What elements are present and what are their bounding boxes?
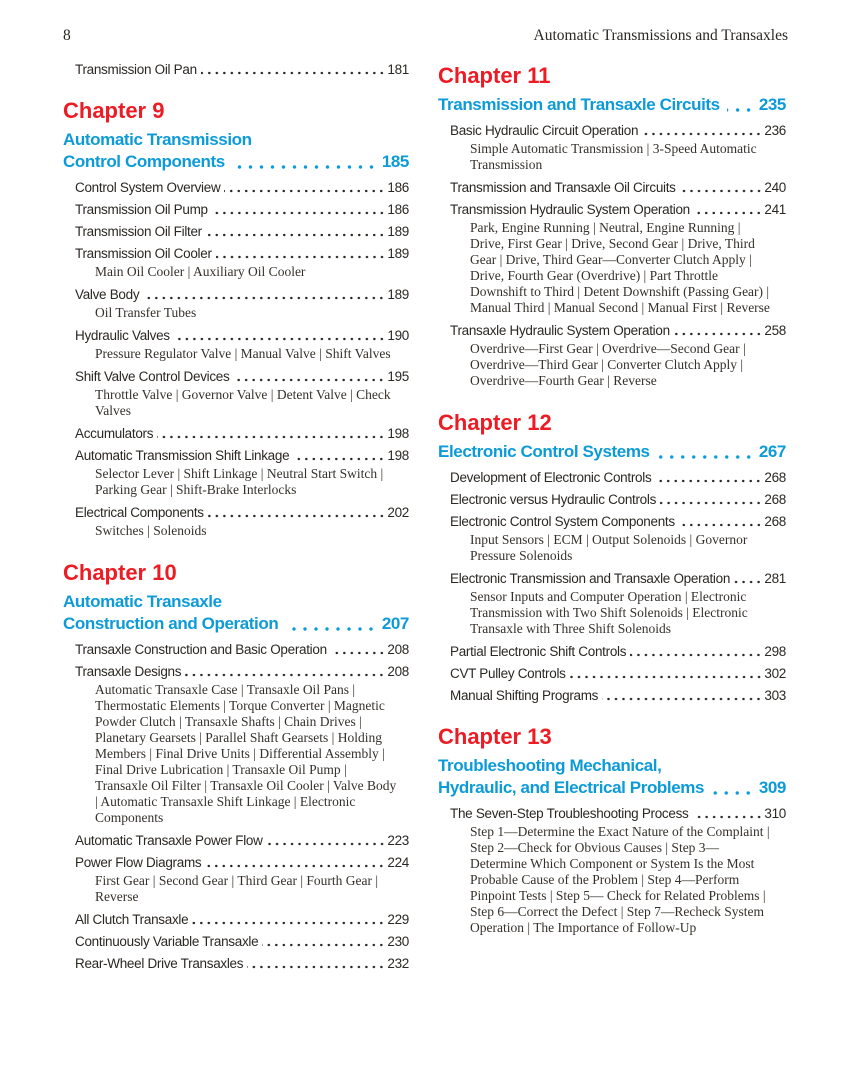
toc-entry-label: Transaxle Hydraulic System Operation	[450, 323, 670, 338]
toc-entry-block	[438, 202, 786, 316]
chapter-section	[63, 561, 409, 971]
chapter-page-number: 207	[381, 614, 409, 633]
dot-leader	[674, 332, 763, 336]
toc-entry-label: Basic Hydraulic Circuit Operation	[450, 123, 639, 138]
toc-entry-block	[63, 224, 409, 239]
toc-entry-page: 258	[764, 323, 786, 338]
dot-leader	[157, 435, 385, 439]
toc-entry-label: Electronic Control System Components	[450, 514, 675, 529]
toc-entry[interactable]	[438, 806, 786, 821]
toc-entry-page: 303	[764, 688, 786, 703]
toc-entry[interactable]	[63, 369, 409, 384]
toc-entry[interactable]	[438, 688, 786, 703]
toc-entry-label: Hydraulic Valves	[75, 328, 170, 343]
toc-entry[interactable]	[438, 323, 786, 338]
toc-entry[interactable]	[438, 666, 786, 681]
toc-entry-block	[438, 688, 786, 703]
toc-entry-label: Shift Valve Control Devices	[75, 369, 230, 384]
toc-entry-block	[438, 514, 786, 564]
dot-leader	[212, 211, 386, 215]
chapter-title-text: Automatic Transmission	[63, 130, 252, 149]
chapter-title-text: Transmission and Transaxle Circuits	[438, 95, 720, 114]
chapter-title-text: Electronic Control Systems	[438, 442, 650, 461]
toc-entry-label: Development of Electronic Controls	[450, 470, 652, 485]
page-header	[63, 27, 788, 45]
toc-entry-page: 232	[387, 956, 409, 971]
toc-entry-page: 198	[387, 448, 409, 463]
toc-entry-page: 186	[387, 202, 409, 217]
dot-leader	[233, 378, 385, 382]
toc-entry[interactable]	[63, 246, 409, 261]
chapter-title-line[interactable]	[63, 129, 409, 151]
dot-leader	[174, 337, 386, 341]
toc-entry-page: 268	[764, 514, 786, 529]
toc-entry-subtopics: Overdrive—First Gear | Overdrive—Second Gear | Overdrive—Third Gear | Converter Clutch Apply | Overdrive—Fourth Gear | Reverse	[470, 341, 746, 388]
dot-leader	[331, 651, 386, 655]
chapter-number: Chapter 11	[438, 63, 551, 88]
dot-leader	[185, 673, 385, 677]
toc-entry-block	[63, 202, 409, 217]
toc-entry-page: 208	[387, 664, 409, 679]
toc-right-column	[438, 62, 786, 943]
toc-entry-block	[63, 664, 409, 826]
toc-entry-label: Transaxle Construction and Basic Operation	[75, 642, 327, 657]
toc-entry-block	[438, 492, 786, 507]
toc-entry-label: Transmission Oil Pump	[75, 202, 208, 217]
toc-entry-page: 241	[764, 202, 786, 217]
toc-entry-block	[63, 369, 409, 419]
toc-entry-block	[63, 855, 409, 905]
toc-entry-subtopics: Park, Engine Running | Neutral, Engine Running | Drive, First Gear | Drive, Second Gear | Drive, Third Gear | Drive, Third Gear—Converter Clutch Apply | Drive, Fourth Gear (Overdrive) | Part Throttle Downshift to Third | Detent Downshift (Passing Gear) | Manual Third | Manual Second | Manual First | Reverse	[470, 220, 770, 315]
toc-entry[interactable]	[438, 470, 786, 485]
toc-entry-page: 223	[387, 833, 409, 848]
toc-entry[interactable]	[63, 505, 409, 520]
toc-entry-page: 189	[387, 246, 409, 261]
toc-entry[interactable]	[438, 514, 786, 529]
toc-entry[interactable]	[63, 202, 409, 217]
toc-entry-label: CVT Pulley Controls	[450, 666, 566, 681]
chapter-number: Chapter 12	[438, 410, 552, 435]
toc-entry-page: 268	[764, 470, 786, 485]
toc-entry-subtopics: Pressure Regulator Valve | Manual Valve | Shift Valves	[95, 346, 391, 361]
dot-leader	[192, 921, 385, 925]
dot-leader	[293, 457, 385, 461]
chapter-title-text: Hydraulic, and Electrical Problems	[438, 778, 705, 797]
toc-entry-block	[63, 956, 409, 971]
toc-entry-block	[63, 426, 409, 441]
toc-entry-page: 202	[387, 505, 409, 520]
toc-entry-block	[438, 123, 786, 173]
toc-entry[interactable]	[63, 448, 409, 463]
chapter-title	[438, 94, 786, 116]
chapter-title-line[interactable]	[438, 755, 786, 777]
toc-entry-page: 230	[387, 934, 409, 949]
toc-entry[interactable]	[63, 180, 409, 195]
toc-entry-page: 189	[387, 287, 409, 302]
toc-entry-subtopics: Automatic Transaxle Case | Transaxle Oil Pans | Thermostatic Elements | Torque Converter | Magnetic Powder Clutch | Transaxle Shafts | Chain Drives | Planetary Gearsets | Parallel Shaft Gearsets | Holding Members | Final Drive Units | Differential Assembly | Final Drive Lubrication | Transaxle Oil Pump | Transaxle Oil Filter | Transaxle Oil Cooler | Valve Body | Automatic Transaxle Shift Linkage | Electronic Components	[95, 682, 397, 825]
chapter-title-text: Troubleshooting Mechanical,	[438, 756, 662, 775]
toc-entry[interactable]	[63, 287, 409, 302]
toc-entry-page: 229	[387, 912, 409, 927]
chapter-entry-list	[63, 180, 409, 539]
toc-entry-label: Electronic versus Hydraulic Controls	[450, 492, 657, 507]
dot-leader	[734, 580, 762, 584]
chapter-title	[63, 591, 409, 635]
toc-entry-block	[63, 642, 409, 657]
chapter-title-line[interactable]	[63, 591, 409, 613]
toc-entry-page: 198	[387, 426, 409, 441]
toc-left-column	[63, 62, 409, 978]
toc-entry-label: Transmission Oil Pan	[75, 62, 197, 77]
chapter-title-line[interactable]	[438, 441, 786, 463]
dot-leader	[224, 189, 385, 193]
toc-entry-label: Transmission and Transaxle Oil Circuits	[450, 180, 676, 195]
chapter-entry-list	[438, 806, 786, 936]
toc-entry-page: 298	[764, 644, 786, 659]
toc-entry-page: 208	[387, 642, 409, 657]
toc-entry-block	[438, 470, 786, 485]
toc-entry-page: 189	[387, 224, 409, 239]
dot-leader	[727, 107, 754, 113]
toc-entry-subtopics: Main Oil Cooler | Auxiliary Oil Cooler	[95, 264, 306, 279]
toc-entry-page: 195	[387, 369, 409, 384]
toc-entry-block	[63, 448, 409, 498]
toc-entry-block	[438, 180, 786, 195]
toc-entry-label: Electrical Components	[75, 505, 204, 520]
toc-entry-subtopics: First Gear | Second Gear | Third Gear | Fourth Gear | Reverse	[95, 873, 379, 904]
toc-entry[interactable]	[63, 328, 409, 343]
toc-entry-block	[438, 571, 786, 637]
dot-leader	[570, 675, 763, 679]
chapter-page-number: 185	[381, 152, 409, 171]
toc-entry-subtopics: Simple Automatic Transmission | 3-Speed Automatic Transmission	[470, 141, 757, 172]
toc-entry-label: Valve Body	[75, 287, 140, 302]
toc-entry[interactable]	[438, 644, 786, 659]
page-number: 8	[63, 27, 71, 44]
toc-entry[interactable]	[63, 956, 409, 971]
toc-entry-label: Control System Overview	[75, 180, 221, 195]
chapter-title-text: Construction and Operation	[63, 614, 279, 633]
toc-entry[interactable]	[438, 571, 786, 586]
chapter-section	[438, 725, 786, 936]
toc-entry-block	[63, 833, 409, 848]
dot-leader	[655, 479, 762, 483]
chapter-page-number: 309	[758, 778, 786, 797]
chapter-title-line[interactable]	[63, 151, 409, 173]
chapter-number: Chapter 10	[63, 560, 177, 585]
toc-entry-subtopics: Input Sensors | ECM | Output Solenoids | Governor Pressure Solenoids	[470, 532, 748, 563]
toc-entry-label: Transmission Oil Cooler	[75, 246, 212, 261]
toc-entry-page: 190	[387, 328, 409, 343]
dot-leader	[247, 965, 385, 969]
toc-entry-page: 181	[387, 62, 409, 77]
toc-entry-block	[63, 328, 409, 362]
chapter-title	[63, 129, 409, 173]
chapter-page-number: 235	[758, 95, 786, 114]
chapter-title-line[interactable]	[438, 777, 786, 799]
toc-entry-block	[438, 323, 786, 389]
dot-leader	[143, 296, 385, 300]
dot-leader	[216, 255, 386, 259]
toc-entry[interactable]	[438, 180, 786, 195]
chapter-title	[438, 755, 786, 799]
dot-leader	[201, 71, 386, 75]
dot-leader	[660, 501, 762, 505]
dot-leader	[679, 523, 763, 527]
chapter-page-number: 267	[758, 442, 786, 461]
dot-leader	[657, 454, 754, 460]
toc-entry-subtopics: Selector Lever | Shift Linkage | Neutral Start Switch | Parking Gear | Shift-Brake Interlocks	[95, 466, 384, 497]
toc-entry[interactable]	[63, 912, 409, 927]
dot-leader	[205, 864, 385, 868]
toc-entry-subtopics: Throttle Valve | Governor Valve | Detent Valve | Check Valves	[95, 387, 391, 418]
toc-entry-block	[63, 912, 409, 927]
chapter-number: Chapter 13	[438, 724, 552, 749]
dot-leader	[711, 790, 754, 796]
chapter-entry-list	[438, 470, 786, 703]
dot-leader	[206, 233, 386, 237]
toc-entry[interactable]	[438, 123, 786, 138]
toc-entry-block	[63, 180, 409, 195]
chapter-entry-list	[63, 642, 409, 971]
chapter-number: Chapter 9	[63, 98, 165, 123]
toc-entry-page: 224	[387, 855, 409, 870]
toc-entry-label: Transmission Oil Filter	[75, 224, 202, 239]
toc-entry-page: 268	[764, 492, 786, 507]
toc-entry[interactable]	[63, 664, 409, 679]
toc-entry-page: 281	[764, 571, 786, 586]
toc-entry-block	[63, 934, 409, 949]
toc-entry[interactable]	[63, 224, 409, 239]
toc-entry-label: Rear-Wheel Drive Transaxles	[75, 956, 244, 971]
toc-entry[interactable]	[438, 492, 786, 507]
toc-entry-block	[63, 505, 409, 539]
chapter-section	[438, 411, 786, 703]
chapter-title-text: Control Components	[63, 152, 225, 171]
toc-entry-label: Transaxle Designs	[75, 664, 182, 679]
toc-entry-label: Partial Electronic Shift Controls	[450, 644, 627, 659]
toc-entry-subtopics: Sensor Inputs and Computer Operation | Electronic Transmission with Two Shift Solenoids | Electronic Transaxle with Three Shift Solenoids	[470, 589, 748, 636]
toc-entry-block	[438, 806, 786, 936]
dot-leader	[693, 815, 763, 819]
dot-leader	[267, 842, 386, 846]
toc-entry-page: 236	[764, 123, 786, 138]
toc-entry[interactable]	[63, 833, 409, 848]
toc-entry-label: Accumulators	[75, 426, 154, 441]
dot-leader	[262, 943, 385, 947]
chapter-title	[438, 441, 786, 463]
dot-leader	[694, 211, 762, 215]
toc-entry-block	[63, 246, 409, 280]
dot-leader	[642, 132, 762, 136]
toc-entry-page: 240	[764, 180, 786, 195]
toc-entry-label: The Seven-Step Troubleshooting Process	[450, 806, 689, 821]
dot-leader	[602, 697, 762, 701]
toc-entry-label: Transmission Hydraulic System Operation	[450, 202, 690, 217]
toc-entry-label: Power Flow Diagrams	[75, 855, 202, 870]
toc-entry-subtopics: Oil Transfer Tubes	[95, 305, 197, 320]
toc-entry-block	[438, 666, 786, 681]
toc-entry-page: 186	[387, 180, 409, 195]
toc-entry-label: All Clutch Transaxle	[75, 912, 189, 927]
toc-entry[interactable]	[438, 202, 786, 217]
toc-entry-page: 310	[764, 806, 786, 821]
dot-leader	[630, 653, 762, 657]
toc-entry-block	[63, 62, 409, 77]
dot-leader	[680, 189, 763, 193]
chapter-title-line[interactable]	[63, 613, 409, 635]
chapter-section	[438, 64, 786, 389]
chapter-title-text: Automatic Transaxle	[63, 592, 222, 611]
toc-entry[interactable]	[63, 855, 409, 870]
toc-entry-block	[63, 287, 409, 321]
toc-entry-label: Automatic Transaxle Power Flow	[75, 833, 263, 848]
chapter-entry-list	[438, 123, 786, 389]
toc-entry-subtopics: Step 1—Determine the Exact Nature of the Complaint | Step 2—Check for Obvious Causes | Step 3—Determine Which Component or System Is the Most Probable Cause of the Problem | Step 4—Perform Pinpoint Tests | Step 5— Check for Related Problems | Step 6—Correct the Defect | Step 7—Recheck System Operation | The Importance of Follow-Up	[470, 824, 770, 935]
dot-leader	[285, 626, 377, 632]
dot-leader	[232, 164, 377, 170]
toc-entry-label: Electronic Transmission and Transaxle Operation	[450, 571, 731, 586]
toc-entry[interactable]	[63, 62, 409, 77]
dot-leader	[208, 514, 386, 518]
toc-entry-label: Continuously Variable Transaxle	[75, 934, 259, 949]
toc-entry-subtopics: Switches | Solenoids	[95, 523, 207, 538]
chapter-section	[63, 99, 409, 539]
toc-entry[interactable]	[63, 934, 409, 949]
toc-entry-label: Manual Shifting Programs	[450, 688, 599, 703]
toc-entry-label: Automatic Transmission Shift Linkage	[75, 448, 290, 463]
toc-entry-page: 302	[764, 666, 786, 681]
book-title: Automatic Transmissions and Transaxles	[533, 27, 788, 44]
toc-entry[interactable]	[63, 642, 409, 657]
toc-entry[interactable]	[63, 426, 409, 441]
chapter-title-line[interactable]	[438, 94, 786, 116]
toc-entry-block	[438, 644, 786, 659]
